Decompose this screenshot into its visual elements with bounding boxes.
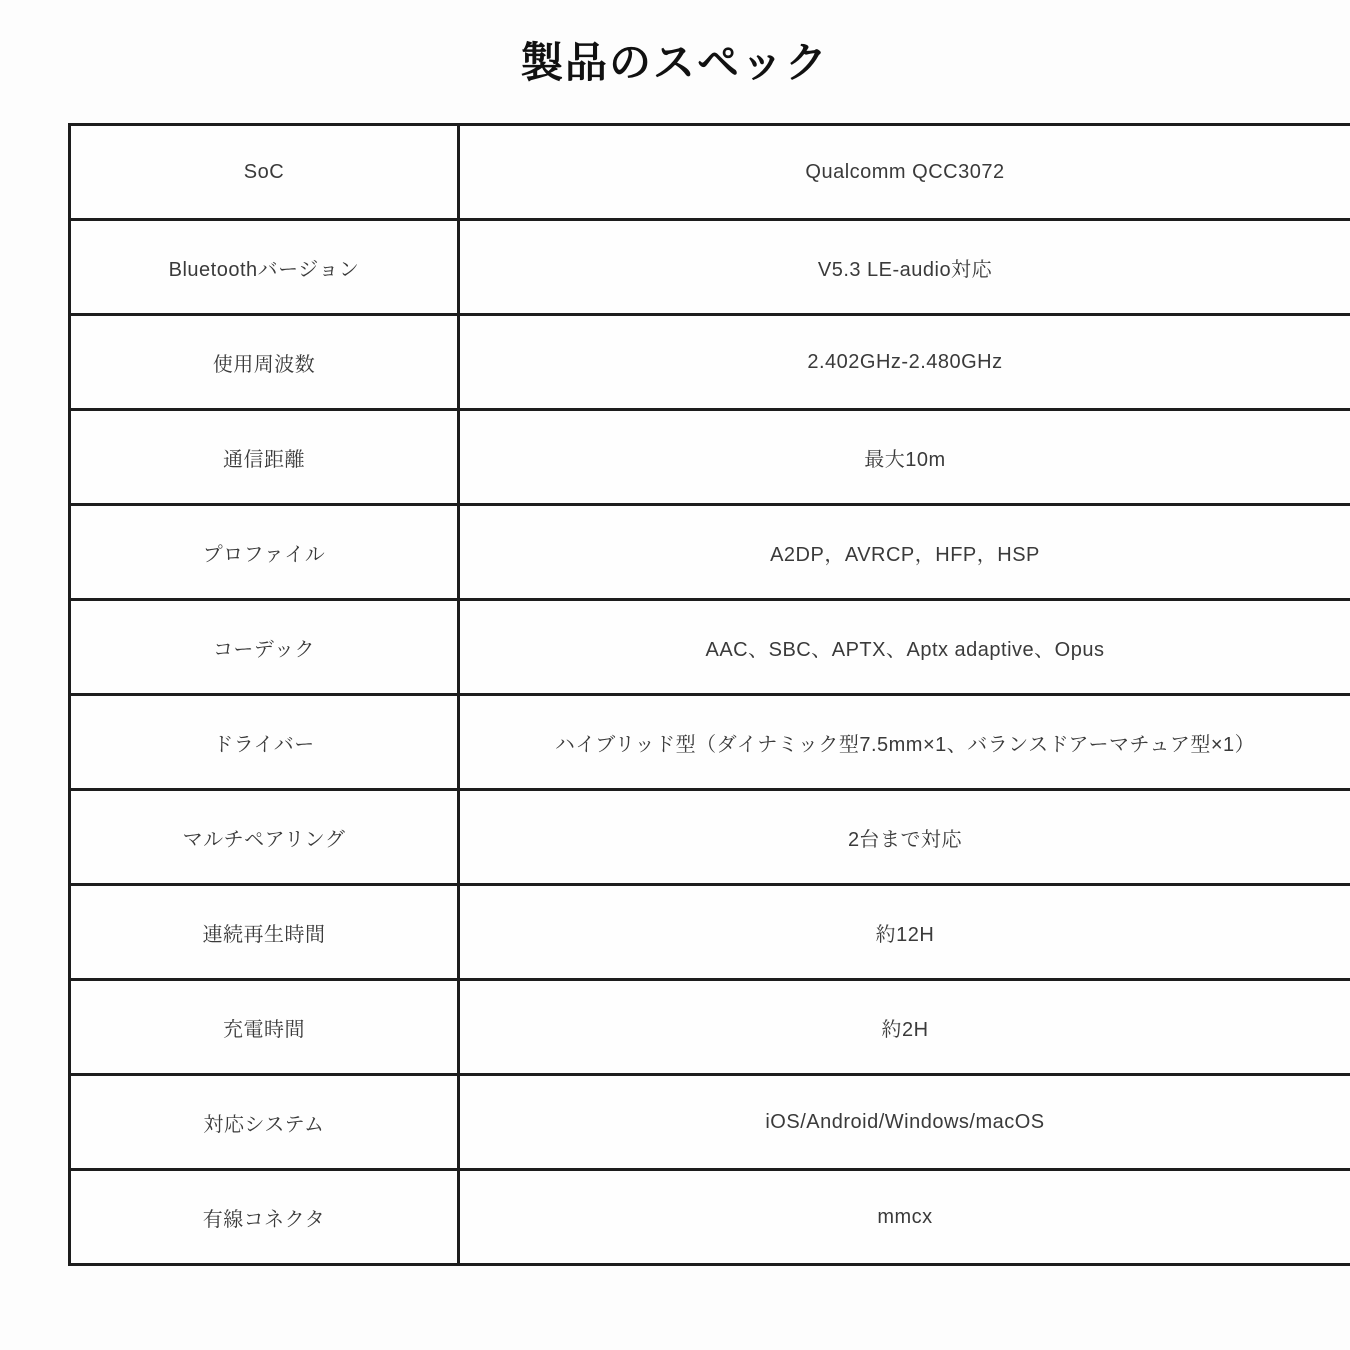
spec-value-cell: 約12H — [459, 885, 1350, 980]
spec-row — [70, 410, 1350, 505]
spec-value-cell: A2DP，AVRCP，HFP，HSP — [459, 505, 1350, 600]
spec-row — [70, 1170, 1350, 1265]
spec-value-cell: iOS/Android/Windows/macOS — [459, 1075, 1350, 1170]
spec-value-cell: mmcx — [459, 1170, 1350, 1265]
spec-label-cell: 通信距離 — [70, 410, 459, 505]
spec-label-cell: 充電時間 — [70, 980, 459, 1075]
spec-value-cell: Qualcomm QCC3072 — [459, 125, 1350, 220]
spec-row — [70, 600, 1350, 695]
spec-value-cell: AAC、SBC、APTX、Aptx adaptive、Opus — [459, 600, 1350, 695]
spec-row — [70, 505, 1350, 600]
spec-table-body — [70, 125, 1350, 1265]
spec-label-cell: コーデック — [70, 600, 459, 695]
spec-row — [70, 220, 1350, 315]
spec-label-cell: ドライバー — [70, 695, 459, 790]
spec-row — [70, 1075, 1350, 1170]
spec-value-cell: 最大10m — [459, 410, 1350, 505]
page-title: 製品のスペック — [520, 39, 829, 86]
spec-label-cell: プロファイル — [70, 505, 459, 600]
spec-label-cell: マルチペアリング — [70, 790, 459, 885]
spec-value-cell: V5.3 LE-audio対応 — [459, 220, 1350, 315]
spec-label-cell: 対応システム — [70, 1075, 459, 1170]
spec-value-cell: ハイブリッド型（ダイナミック型7.5mm×1、バランスドアーマチュア型×1） — [459, 695, 1350, 790]
spec-value-cell: 2台まで対応 — [459, 790, 1350, 885]
spec-label-cell: 使用周波数 — [70, 315, 459, 410]
spec-label-cell: 連続再生時間 — [70, 885, 459, 980]
spec-value-cell: 約2H — [459, 980, 1350, 1075]
spec-label-cell: SoC — [70, 125, 459, 220]
spec-label-cell: 有線コネクタ — [70, 1170, 459, 1265]
spec-row — [70, 125, 1350, 220]
spec-row — [70, 980, 1350, 1075]
spec-row — [70, 885, 1350, 980]
spec-label-cell: Bluetoothバージョン — [70, 220, 459, 315]
spec-row — [70, 315, 1350, 410]
spec-row — [70, 790, 1350, 885]
spec-value-cell: 2.402GHz-2.480GHz — [459, 315, 1350, 410]
spec-table — [68, 123, 1350, 1266]
spec-row — [70, 695, 1350, 790]
